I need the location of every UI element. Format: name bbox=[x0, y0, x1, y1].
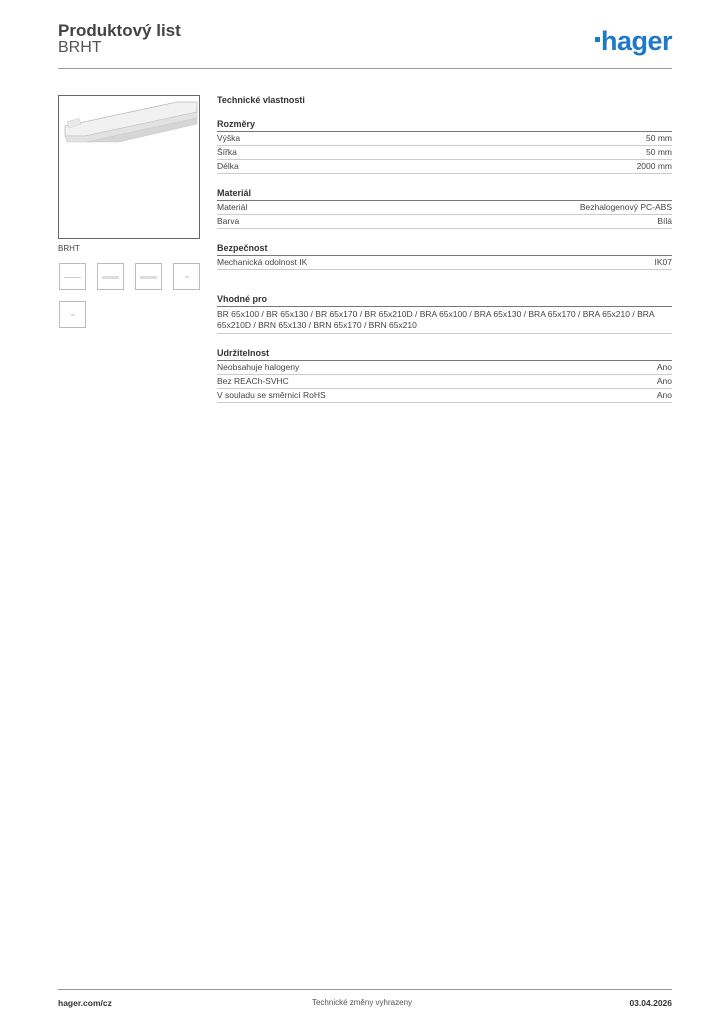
thumbnail-4[interactable] bbox=[173, 263, 200, 290]
thumbnail-5[interactable] bbox=[59, 301, 86, 328]
spec-value: Ano bbox=[656, 362, 672, 372]
spec-value: IK07 bbox=[654, 257, 672, 267]
page-title: Produktový list bbox=[58, 21, 181, 40]
spec-row bbox=[217, 361, 672, 375]
section-sustainability-title: Udržitelnost bbox=[217, 348, 672, 361]
spec-value: Ano bbox=[656, 390, 672, 400]
spec-row bbox=[217, 389, 672, 403]
product-code: BRHT bbox=[58, 39, 102, 56]
spec-value: 50 mm bbox=[646, 133, 672, 143]
spec-value: 50 mm bbox=[646, 147, 672, 157]
product-main-image bbox=[58, 95, 200, 239]
suitable-for-text: BR 65x100 / BR 65x130 / BR 65x170 / BR 65x210D / BRA 65x100 / BRA 65x130 / BRA 65x170 / BRA 65x210 / BRA 65x210D / BRN 65x130 / BRN 65x170 / BRN 65x210 bbox=[217, 307, 672, 334]
thumbnail-2[interactable] bbox=[97, 263, 124, 290]
spec-value: Ano bbox=[656, 376, 672, 386]
spec-row bbox=[217, 160, 672, 174]
section-suitable-title: Vhodné pro bbox=[217, 294, 672, 307]
spec-label: Délka bbox=[217, 161, 239, 171]
spec-label: Barva bbox=[217, 216, 240, 226]
spec-row bbox=[217, 256, 672, 270]
header-divider bbox=[58, 68, 672, 69]
spec-label: Mechanická odolnost IK bbox=[217, 257, 308, 267]
spec-panel bbox=[217, 95, 672, 403]
spec-value: 2000 mm bbox=[636, 161, 672, 171]
spec-label: Šířka bbox=[217, 147, 237, 157]
spec-value: Bílá bbox=[657, 216, 672, 226]
logo-text: hager bbox=[600, 26, 672, 56]
spec-value: Bezhalogenový PC-ABS bbox=[579, 202, 672, 212]
spec-label: Výška bbox=[217, 133, 241, 143]
spec-row bbox=[217, 375, 672, 389]
image-caption: BRHT bbox=[58, 244, 80, 253]
spec-label: Bez REACh-SVHC bbox=[217, 376, 289, 386]
footer-website-link[interactable]: hager.com/cz bbox=[58, 998, 112, 1008]
thumbnail-1[interactable] bbox=[59, 263, 86, 290]
logo-mark-icon bbox=[595, 37, 600, 42]
section-safety-title: Bezpečnost bbox=[217, 243, 672, 256]
section-material-title: Materiál bbox=[217, 188, 672, 201]
spec-row bbox=[217, 146, 672, 160]
spec-heading: Technické vlastnosti bbox=[217, 95, 305, 105]
spec-row bbox=[217, 215, 672, 229]
spec-row bbox=[217, 201, 672, 215]
spec-label: V souladu se směrnicí RoHS bbox=[217, 390, 326, 400]
footer-date: 03.04.2026 bbox=[629, 998, 672, 1008]
footer-note: Technické změny vyhrazeny bbox=[311, 998, 413, 1007]
spec-row bbox=[217, 132, 672, 146]
spec-label: Materiál bbox=[217, 202, 248, 212]
duct-profile-icon bbox=[59, 96, 199, 238]
hager-logo bbox=[595, 26, 672, 57]
footer-divider bbox=[58, 989, 672, 990]
section-dimensions-title: Rozměry bbox=[217, 119, 672, 132]
spec-label: Neobsahuje halogeny bbox=[217, 362, 300, 372]
thumbnail-3[interactable] bbox=[135, 263, 162, 290]
